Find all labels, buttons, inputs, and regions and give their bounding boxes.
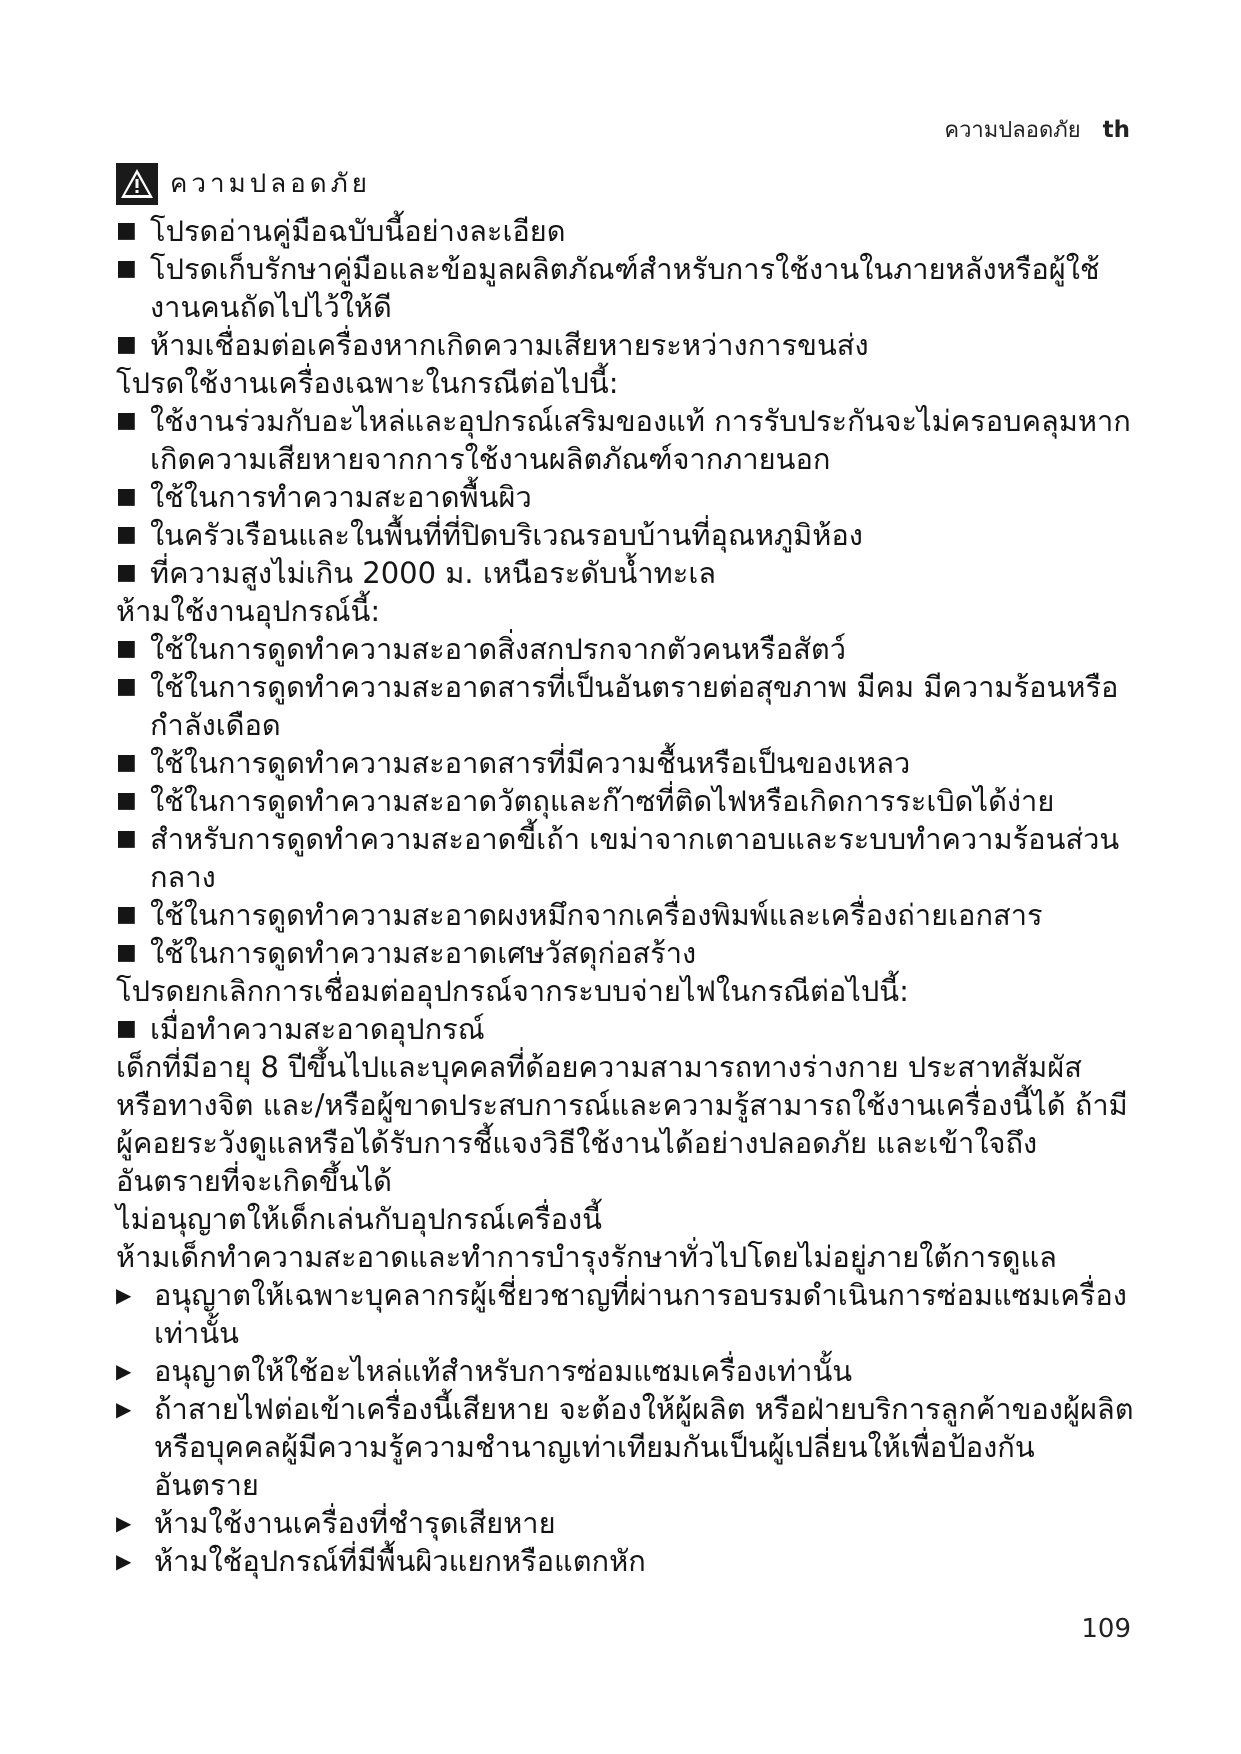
list-item: ■ ใช้ในการทำความสะอาดพื้นผิว (116, 480, 532, 514)
list-item: ■ ใช้งานร่วมกับอะไหล่และอุปกรณ์เสริมของแท้ การรับประกันจะไม่ครอบคลุมหากเกิดความเสียหายจากการใช้งานผลิตภัณฑ์จากภายนอก (116, 404, 1131, 476)
bullet-square-icon: ■ (116, 788, 137, 813)
dont-list (116, 630, 1136, 972)
list-item: ■ โปรดอ่านคู่มือฉบับนี้อย่างละเอียด (116, 214, 566, 248)
list-item: ▶ ห้ามใช้อุปกรณ์ที่มีพื้นผิวแยกหรือแตกหัก (116, 1544, 646, 1578)
list-item: ■ ใช้ในการดูดทำความสะอาดผงหมึกจากเครื่องพิมพ์และเครื่องถ่ายเอกสาร (116, 898, 1043, 932)
arrow-right-icon: ▶ (116, 1283, 132, 1307)
section-heading (116, 162, 1136, 206)
list-item: ■ ใช้ในการดูดทำความสะอาดสารที่มีความชื้นหรือเป็นของเหลว (116, 746, 911, 780)
list-item: ▶ อนุญาตให้ใช้อะไหล่แท้สำหรับการซ่อมแซมเครื่องเท่านั้น (116, 1354, 853, 1388)
bullet-square-icon: ■ (116, 560, 137, 585)
list-item: ■ สำหรับการดูดทำความสะอาดขี้เถ้า เขม่าจากเตาอบและระบบทำความร้อนส่วนกลาง (116, 822, 1120, 894)
bullet-square-icon: ■ (116, 940, 137, 965)
section-title: ความปลอดภัย (170, 169, 372, 199)
arrow-right-icon: ▶ (116, 1359, 132, 1383)
warning-icon (116, 163, 158, 205)
bullet-square-icon: ■ (116, 256, 137, 281)
no-clean-text: ห้ามเด็กทำความสะอาดและทำการบำรุงรักษาทั่วไปโดยไม่อยู่ภายใต้การดูแล (116, 1240, 1057, 1274)
repair-list (116, 1276, 1136, 1580)
arrow-right-icon: ▶ (116, 1511, 132, 1535)
disconnect-intro: โปรดยกเลิกการเชื่อมต่ออุปกรณ์จากระบบจ่ายไฟในกรณีต่อไปนี้: (116, 974, 909, 1008)
bullet-square-icon: ■ (116, 674, 137, 699)
use-list (116, 402, 1136, 592)
list-item: ■ โปรดเก็บรักษาคู่มือและข้อมูลผลิตภัณฑ์สำหรับการใช้งานในภายหลังหรือผู้ใช้งานคนถัดไปไว้ให้ดี (116, 252, 1100, 324)
header-title: ความปลอดภัย (944, 118, 1081, 143)
bullet-square-icon: ■ (116, 636, 137, 661)
running-header (944, 112, 1130, 147)
general-list (116, 212, 1136, 364)
bullet-square-icon: ■ (116, 750, 137, 775)
list-item: ■ ใช้ในการดูดทำความสะอาดสารที่เป็นอันตรายต่อสุขภาพ มีคม มีความร้อนหรือกำลังเดือด (116, 670, 1119, 742)
use-intro: โปรดใช้งานเครื่องเฉพาะในกรณีต่อไปนี้: (116, 366, 619, 400)
bullet-square-icon: ■ (116, 902, 137, 927)
arrow-right-icon: ▶ (116, 1549, 132, 1573)
bullet-square-icon: ■ (116, 826, 137, 851)
list-item: ▶ อนุญาตให้เฉพาะบุคลากรผู้เชี่ยวชาญที่ผ่านการอบรมดำเนินการซ่อมแซมเครื่องเท่านั้น (116, 1278, 1127, 1350)
list-item: ■ ใช้ในการดูดทำความสะอาดสิ่งสกปรกจากตัวคนหรือสัตว์ (116, 632, 846, 666)
no-play-text: ไม่อนุญาตให้เด็กเล่นกับอุปกรณ์เครื่องนี้ (116, 1202, 602, 1236)
bullet-square-icon: ■ (116, 408, 137, 433)
bullet-square-icon: ■ (116, 484, 137, 509)
bullet-square-icon: ■ (116, 522, 137, 547)
list-item: ■ ใช้ในการดูดทำความสะอาดวัตถุและก๊าซที่ติดไฟหรือเกิดการระเบิดได้ง่าย (116, 784, 1055, 818)
safety-section (116, 162, 1136, 1580)
list-item: ▶ ถ้าสายไฟต่อเข้าเครื่องนี้เสียหาย จะต้องให้ผู้ผลิต หรือฝ่ายบริการลูกค้าของผู้ผลิตหรือบุคคลผู้มีความรู้ความชำนาญเท่าเทียมกันเป็นผู้เปลี่ยนให้เพื่อป้องกันอันตราย (116, 1392, 1134, 1502)
list-item: ■ เมื่อทำความสะอาดอุปกรณ์ (116, 1012, 485, 1046)
list-item: ■ ใช้ในการดูดทำความสะอาดเศษวัสดุก่อสร้าง (116, 936, 697, 970)
header-lang: th (1102, 117, 1130, 143)
arrow-right-icon: ▶ (116, 1397, 132, 1421)
page-number: 109 (1081, 1614, 1131, 1644)
bullet-square-icon: ■ (116, 332, 137, 357)
children-paragraph: เด็กที่มีอายุ 8 ปีขึ้นไปและบุคคลที่ด้อยความสามารถทางร่างกาย ประสาทสัมผัส หรือทางจิต และ/หรือผู้ขาดประสบการณ์และความรู้สามารถใช้งานเครื่องนี้ได้ ถ้ามีผู้คอยระวังดูแลหรือได้รับการชี้แจงวิธีใช้งานได้อย่างปลอดภัย และเข้าใจถึงอันตรายที่จะเกิดขึ้นได้ (116, 1050, 1128, 1198)
bullet-square-icon: ■ (116, 1016, 137, 1041)
disconnect-list (116, 1010, 1136, 1048)
list-item: ■ ห้ามเชื่อมต่อเครื่องหากเกิดความเสียหายระหว่างการขนส่ง (116, 328, 869, 362)
dont-intro: ห้ามใช้งานอุปกรณ์นี้: (116, 594, 381, 628)
bullet-square-icon: ■ (116, 218, 137, 243)
list-item: ▶ ห้ามใช้งานเครื่องที่ชำรุดเสียหาย (116, 1506, 556, 1540)
list-item: ■ ในครัวเรือนและในพื้นที่ที่ปิดบริเวณรอบบ้านที่อุณหภูมิห้อง (116, 518, 863, 552)
list-item: ■ ที่ความสูงไม่เกิน 2000 ม. เหนือระดับน้ำทะเล (116, 556, 716, 590)
